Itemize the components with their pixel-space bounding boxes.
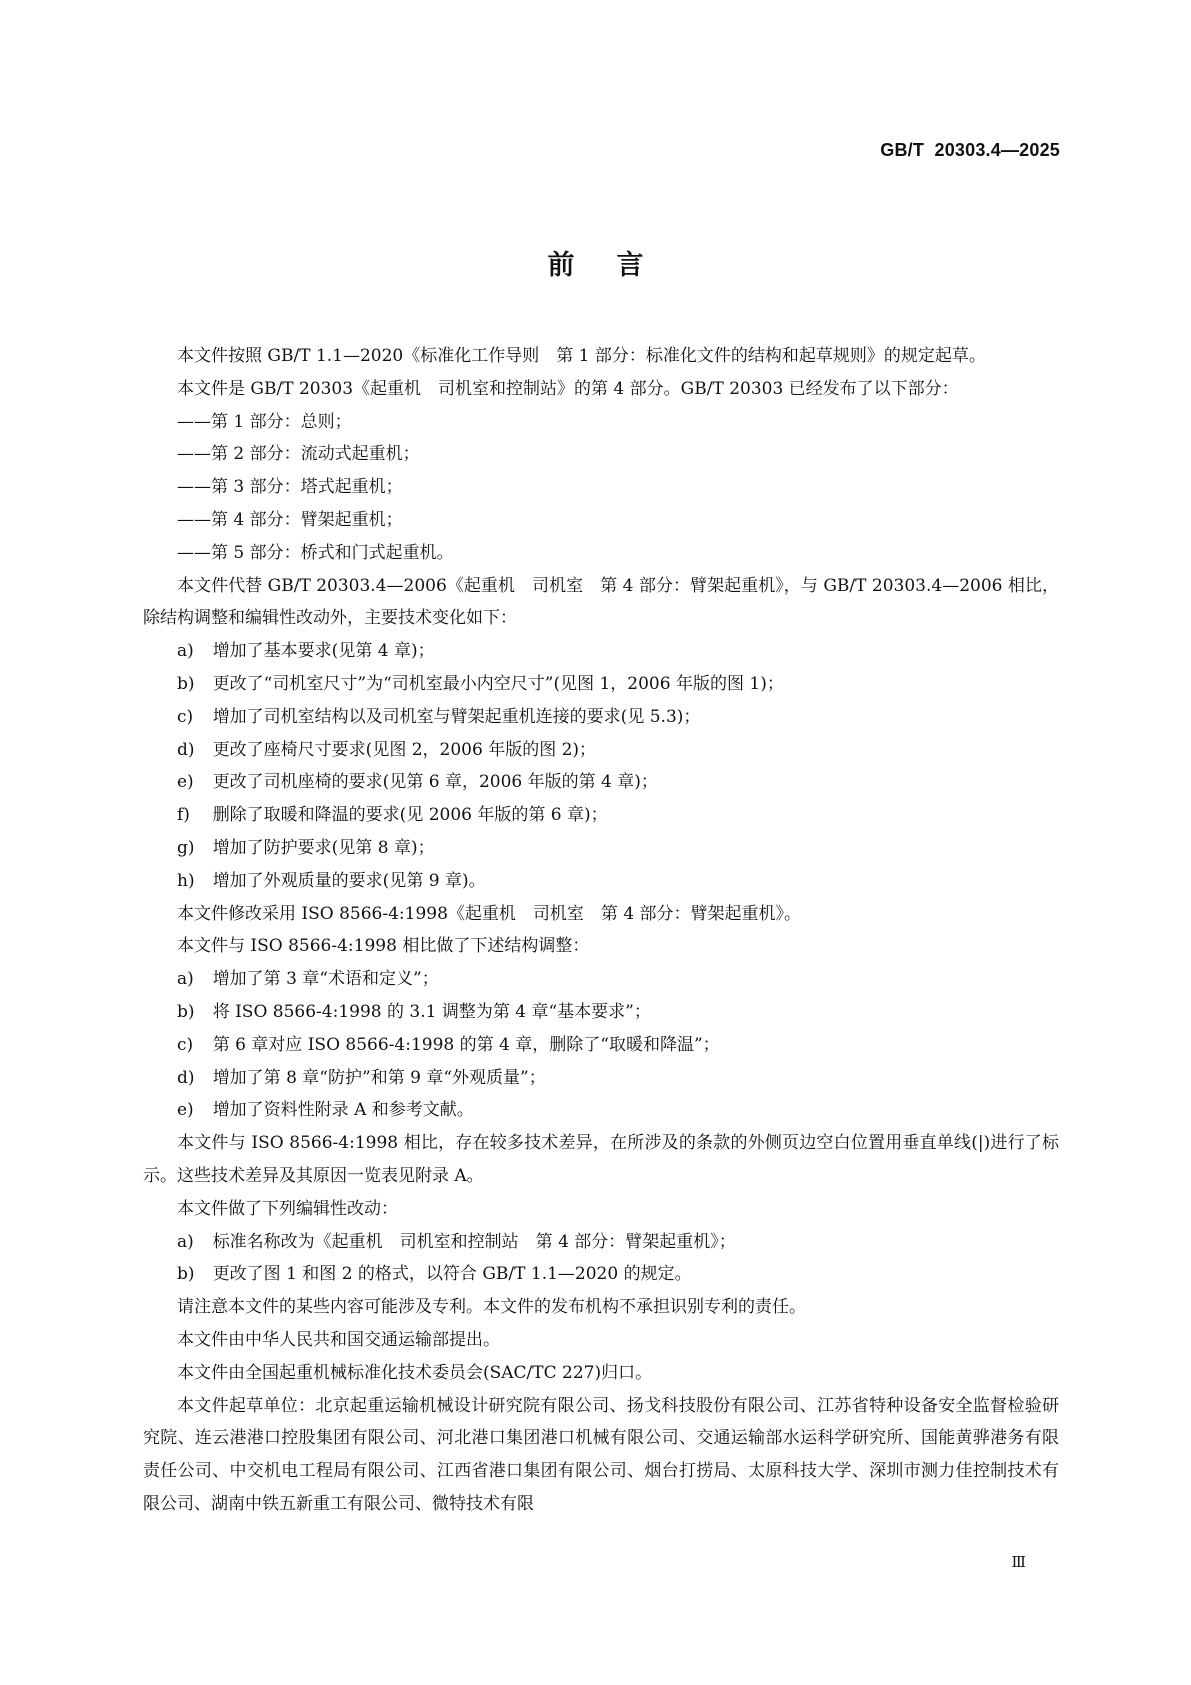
change-marker: e): [177, 772, 194, 793]
change-text: 增加了防护要求(见第 8 章)；: [212, 837, 435, 858]
editorial-marker: b): [177, 1264, 195, 1285]
change-text: 增加了司机室结构以及司机室与臂架起重机连接的要求(见 5.3)；: [212, 706, 701, 727]
structure-item: [143, 996, 1059, 1029]
editorial-marker: a): [177, 1231, 194, 1252]
change-item: [143, 766, 1059, 799]
change-marker: g): [177, 837, 195, 858]
structure-item: [143, 963, 1059, 996]
structure-item: [143, 1029, 1059, 1062]
change-marker: f): [177, 805, 190, 826]
change-item: [143, 668, 1059, 701]
change-text: 更改了座椅尺寸要求(见图 2，2006 年版的图 2)；: [212, 739, 597, 760]
change-text: 删除了取暖和降温的要求(见 2006 年版的第 6 章)；: [212, 805, 608, 826]
structure-text: 第 6 章对应 ISO 8566-4:1998 的第 4 章，删除了“取暖和降温”；: [212, 1034, 720, 1055]
part-list-item: ——第 2 部分：流动式起重机；: [177, 444, 420, 465]
paragraph-patent-notice: 请注意本文件的某些内容可能涉及专利。本文件的发布机构不承担识别专利的责任。: [177, 1297, 806, 1318]
standard-number: [880, 140, 1060, 161]
paragraph-replaces: 本文件代替 GB/T 20303.4—2006《起重机 司机室 第 4 部分：臂架起重机》，与 GB/T 20303.4—2006 相比，除结构调整和编辑性改动外，主要技术变化如下：: [143, 575, 1059, 629]
part-list-item: ——第 5 部分：桥式和门式起重机。: [177, 542, 454, 563]
structure-marker: c): [177, 1034, 194, 1055]
foreword-body: [143, 340, 1059, 1521]
change-item: [143, 734, 1059, 767]
structure-marker: d): [177, 1067, 195, 1088]
structure-text: 增加了第 3 章“术语和定义”；: [212, 969, 439, 990]
part-list-item: ——第 4 部分：臂架起重机；: [177, 509, 403, 530]
paragraph-series-parts: 本文件是 GB/T 20303《起重机 司机室和控制站》的第 4 部分。GB/T 20303 已经发布了以下部分：: [177, 378, 959, 399]
change-marker: a): [177, 641, 194, 662]
change-item: [143, 865, 1059, 898]
editorial-item: [143, 1226, 1059, 1259]
paragraph-modified-adoption: 本文件修改采用 ISO 8566-4:1998《起重机 司机室 第 4 部分：臂架起重机》。: [177, 903, 802, 924]
editorial-item: [143, 1258, 1059, 1291]
paragraph-drafting-rules: 本文件按照 GB/T 1.1—2020《标准化工作导则 第 1 部分：标准化文件的结构和起草规则》的规定起草。: [177, 346, 986, 366]
change-text: 增加了外观质量的要求(见第 9 章)。: [212, 870, 486, 891]
paragraph-technical-committee: 本文件由全国起重机械标准化技术委员会(SAC/TC 227)归口。: [177, 1362, 653, 1383]
paragraph-technical-differences: 本文件与 ISO 8566-4:1998 相比，存在较多技术差异，在所涉及的条款的外侧页边空白位置用垂直单线(|)进行了标示。这些技术差异及其原因一览表见附录 A。: [143, 1133, 1059, 1186]
structure-text: 增加了资料性附录 A 和参考文献。: [212, 1100, 474, 1121]
change-item: [143, 701, 1059, 734]
change-marker: h): [177, 870, 195, 891]
structure-marker: b): [177, 1001, 195, 1022]
part-list-item: ——第 1 部分：总则；: [177, 411, 352, 432]
structure-marker: a): [177, 969, 194, 990]
editorial-text: 更改了图 1 和图 2 的格式，以符合 GB/T 1.1—2020 的规定。: [212, 1264, 692, 1285]
change-item: [143, 635, 1059, 668]
paragraph-drafting-organizations: 本文件起草单位：北京起重运输机械设计研究院有限公司、扬戈科技股份有限公司、江苏省特种设备安全监督检验研究院、连云港港口控股集团有限公司、河北港口集团港口机械有限公司、交通运输部水运科学研究所、国能黄骅港务有限责任公司、中交机电工程局有限公司、江西省港口集团有限公司、烟台打捞局、太原科技大学、深圳市测力佳控制技术有限公司、湖南中铁五新重工有限公司、微特技术有限: [143, 1395, 1059, 1514]
change-item: [143, 832, 1059, 865]
editorial-text: 标准名称改为《起重机 司机室和控制站 第 4 部分：臂架起重机》；: [212, 1231, 736, 1252]
standard-code: 20303.4—2025: [934, 140, 1060, 160]
change-text: 更改了司机座椅的要求(见第 6 章，2006 年版的第 4 章)；: [212, 772, 658, 793]
structure-text: 将 ISO 8566-4:1998 的 3.1 调整为第 4 章“基本要求”；: [212, 1001, 651, 1022]
part-list-item: ——第 3 部分：塔式起重机；: [177, 477, 403, 498]
paragraph-proposed-by: 本文件由中华人民共和国交通运输部提出。: [177, 1329, 500, 1350]
change-text: 增加了基本要求(见第 4 章)；: [212, 641, 435, 662]
change-marker: b): [177, 673, 195, 694]
structure-item: [143, 1094, 1059, 1127]
change-marker: c): [177, 706, 194, 727]
page-title: 前言: [547, 250, 686, 281]
standard-prefix: GB/T: [880, 140, 925, 160]
paragraph-editorial-changes: 本文件做了下列编辑性改动：: [177, 1198, 398, 1219]
change-marker: d): [177, 739, 195, 760]
structure-text: 增加了第 8 章“防护”和第 9 章“外观质量”；: [212, 1067, 546, 1088]
change-item: [143, 799, 1059, 832]
structure-marker: e): [177, 1100, 194, 1121]
paragraph-structure-adjustments: 本文件与 ISO 8566-4:1998 相比做了下述结构调整：: [177, 936, 590, 957]
page-number: Ⅲ: [1011, 1553, 1026, 1571]
change-text: 更改了“司机室尺寸”为“司机室最小内空尺寸”(见图 1，2006 年版的图 1)；: [212, 673, 784, 694]
structure-item: [143, 1062, 1059, 1095]
